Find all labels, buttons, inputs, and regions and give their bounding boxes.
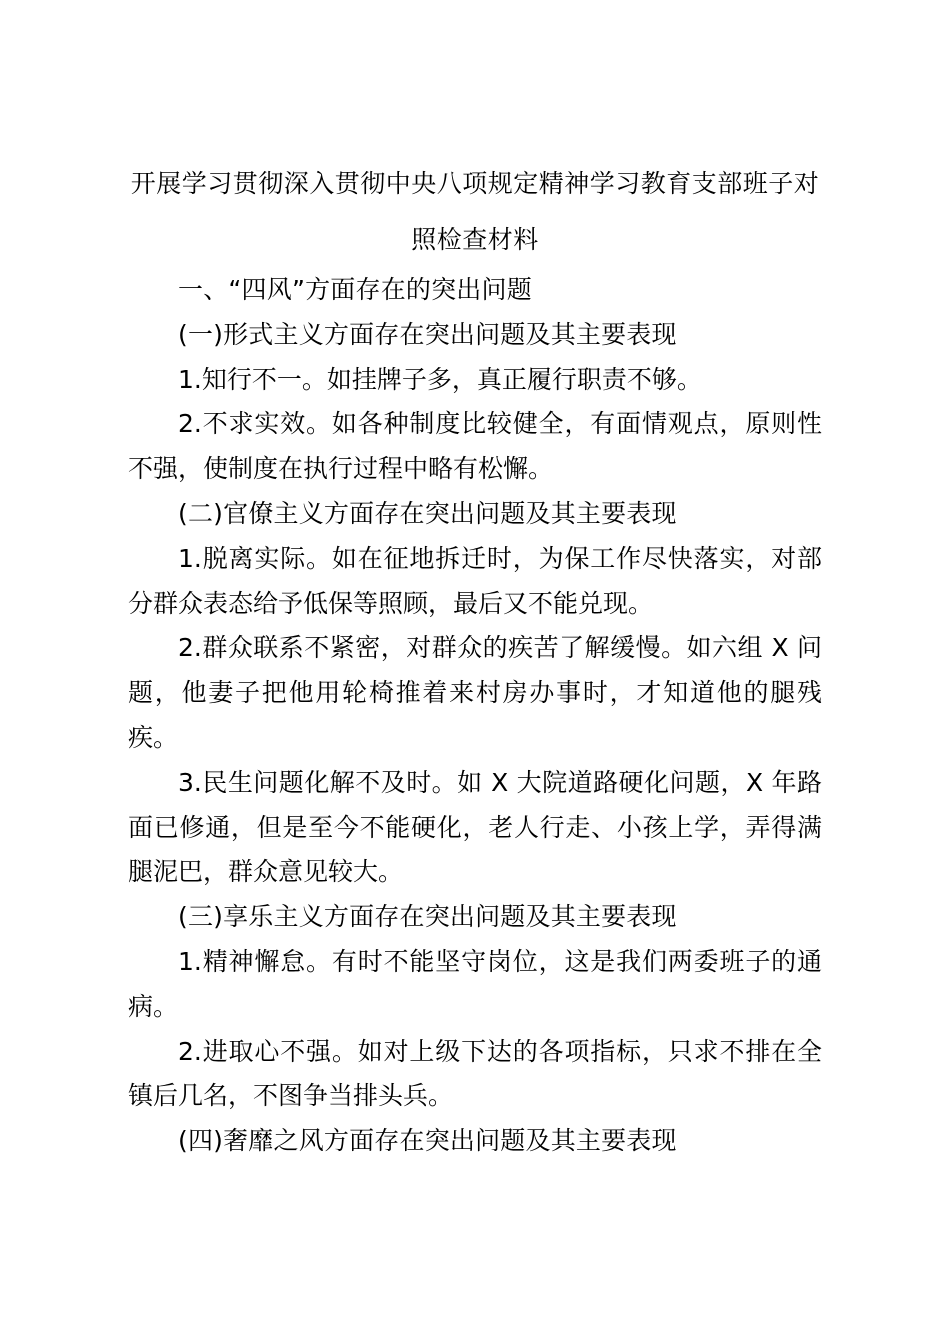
paragraph-bureaucratism-item-2: 2.群众联系不紧密，对群众的疾苦了解缓慢。如六组 X 问题，他妻子把他用轮椅推着来村房办事时，才知道他的腿残疾。 <box>128 633 822 752</box>
subsection-heading-hedonism: (三)享乐主义方面存在突出问题及其主要表现 <box>178 902 677 932</box>
paragraph-hedonism-item-1: 1.精神懈怠。有时不能坚守岗位，这是我们两委班子的通病。 <box>128 946 822 1021</box>
section-heading-four-winds: 一、“四风”方面存在的突出问题 <box>178 275 532 304</box>
paragraph-bureaucratism-item-1: 1.脱离实际。如在征地拆迁时，为保工作尽快落实，对部分群众表态给予低保等照顾，最后又不能兑现。 <box>128 543 822 618</box>
document-body <box>128 156 822 1164</box>
subsection-heading-extravagance: (四)奢靡之风方面存在突出问题及其主要表现 <box>178 1126 677 1156</box>
paragraph-formalism-item-2: 2.不求实效。如各种制度比较健全，有面情观点，原则性不强，使制度在执行过程中略有松懈。 <box>128 409 822 484</box>
paragraph-bureaucratism-item-3: 3.民生问题化解不及时。如 X 大院道路硬化问题，X 年路面已修通，但是至今不能硬化，老人行走、小孩上学，弄得满腿泥巴，群众意见较大。 <box>128 767 822 887</box>
paragraph-hedonism-item-2: 2.进取心不强。如对上级下达的各项指标，只求不排在全镇后几名，不图争当排头兵。 <box>128 1036 822 1111</box>
subsection-heading-formalism: (一)形式主义方面存在突出问题及其主要表现 <box>178 319 677 349</box>
paragraph-formalism-item-1: 1.知行不一。如挂牌子多，真正履行职责不够。 <box>178 364 702 394</box>
document-title-line-2: 照检查材料 <box>411 225 539 254</box>
document-title <box>120 156 830 268</box>
subsection-heading-bureaucratism: (二)官僚主义方面存在突出问题及其主要表现 <box>178 498 677 528</box>
document-title-line-1: 开展学习贯彻深入贯彻中央八项规定精神学习教育支部班子对 <box>130 169 820 198</box>
